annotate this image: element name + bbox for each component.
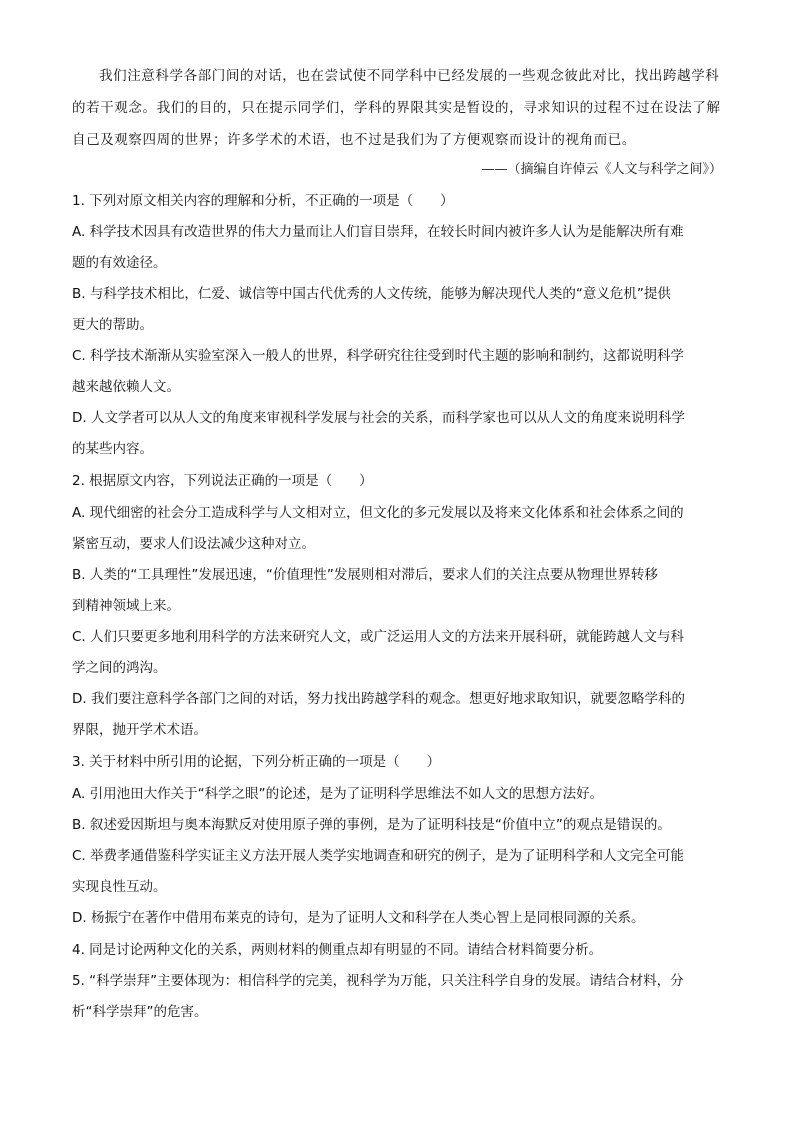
question-5-line-2: 析“科学崇拜”的危害。 xyxy=(72,1004,208,1020)
question-2-option-c-line-1: C. 人们只要更多地利用科学的方法来研究人文，或广泛运用人文的方法来开展科研，就能跨越人文与科 xyxy=(72,629,685,645)
question-3-option-a: A. 引用池田大作关于“科学之眼”的论述，是为了证明科学思维法不如人文的思想方法好。 xyxy=(72,786,604,802)
question-3-option-c-line-2: 实现良性互动。 xyxy=(72,879,167,895)
question-2-option-d-line-1: D. 我们要注意科学各部门之间的对话，努力找出跨越学科的观念。想更好地求取知识，就要忽略学科的 xyxy=(72,691,685,707)
question-3-option-b: B. 叙述爱因斯坦与奥本海默反对使用原子弹的事例，是为了证明科技是“价值中立”的观点是错误的。 xyxy=(72,817,671,833)
passage-line-2: 的若干观念。我们的目的，只在提示同学们，学科的界限其实是暂设的，寻求知识的过程不过在设法了解 xyxy=(72,100,721,116)
question-5-line-1: 5. “科学崇拜”主要体现为：相信科学的完美，视科学为万能，只关注科学自身的发展。请结合材料，分 xyxy=(72,973,684,989)
question-2-option-d-line-2: 界限，抛开学术术语。 xyxy=(72,722,207,738)
question-1-option-c-line-1: C. 科学技术渐渐从实验室深入一般人的世界，科学研究往往受到时代主题的影响和制约，这都说明科学 xyxy=(72,348,685,364)
question-2-option-b-line-1: B. 人类的“工具理性”发展迅速，“价值理性”发展则相对滞后，要求人们的关注点要从物理世界转移 xyxy=(72,567,658,583)
question-3-option-d: D. 杨振宁在著作中借用布莱克的诗句，是为了证明人文和科学在人类心智上是同根同源的关系。 xyxy=(72,910,645,926)
question-2-option-b-line-2: 到精神领域上来。 xyxy=(72,598,180,614)
question-2-option-c-line-2: 学之间的鸿沟。 xyxy=(72,660,167,676)
question-2-option-a-line-2: 紧密互动，要求人们设法减少这种对立。 xyxy=(72,536,315,552)
question-1-option-d-line-1: D. 人文学者可以从人文的角度来审视科学发展与社会的关系，而科学家也可以从人文的角度来说明科学 xyxy=(72,410,685,426)
question-1-option-b-line-2: 更大的帮助。 xyxy=(72,317,153,333)
question-1-stem: 1. 下列对原文相关内容的理解和分析，不正确的一项是（ ） xyxy=(72,193,454,209)
passage-line-1 xyxy=(72,60,719,92)
question-1-option-c-line-2: 越来越依赖人文。 xyxy=(72,379,180,395)
question-4-stem: 4. 同是讨论两种文化的关系，两则材料的侧重点却有明显的不同。请结合材料简要分析。 xyxy=(72,942,603,958)
question-2-option-a-line-1: A. 现代细密的社会分工造成科学与人文相对立，但文化的多元发展以及将来文化体系和社会体系之间的 xyxy=(72,505,684,521)
passage-source: ——（摘编自许倬云《人文与科学之间》） xyxy=(481,162,722,177)
question-2-stem: 2. 根据原文内容，下列说法正确的一项是（ ） xyxy=(72,473,373,489)
passage-text-1: 我们注意科学各部门间的对话，也在尝试使不同学科中已经发展的一些观念彼此对比，找出跨越学科 xyxy=(99,68,720,84)
question-3-stem: 3. 关于材料中所引用的论据，下列分析正确的一项是（ ） xyxy=(72,754,441,770)
question-1-option-d-line-2: 的某些内容。 xyxy=(72,441,153,457)
question-1-option-b-line-1: B. 与科学技术相比，仁爱、诚信等中国古代优秀的人文传统，能够为解决现代人类的“意义危机”提供 xyxy=(72,286,671,302)
question-1-option-a-line-1: A. 科学技术因具有改造世界的伟大力量而让人们盲目崇拜，在较长时间内被许多人认为是能解决所有难 xyxy=(72,224,684,240)
question-1-option-a-line-2: 题的有效途径。 xyxy=(72,255,167,271)
question-3-option-c-line-1: C. 举费孝通借鉴科学实证主义方法开展人类学实地调查和研究的例子，是为了证明科学和人文完全可能 xyxy=(72,848,685,864)
passage-line-3: 自己及观察四周的世界；许多学术的术语，也不过是我们为了方便观察而设计的视角而已。 xyxy=(72,132,636,148)
